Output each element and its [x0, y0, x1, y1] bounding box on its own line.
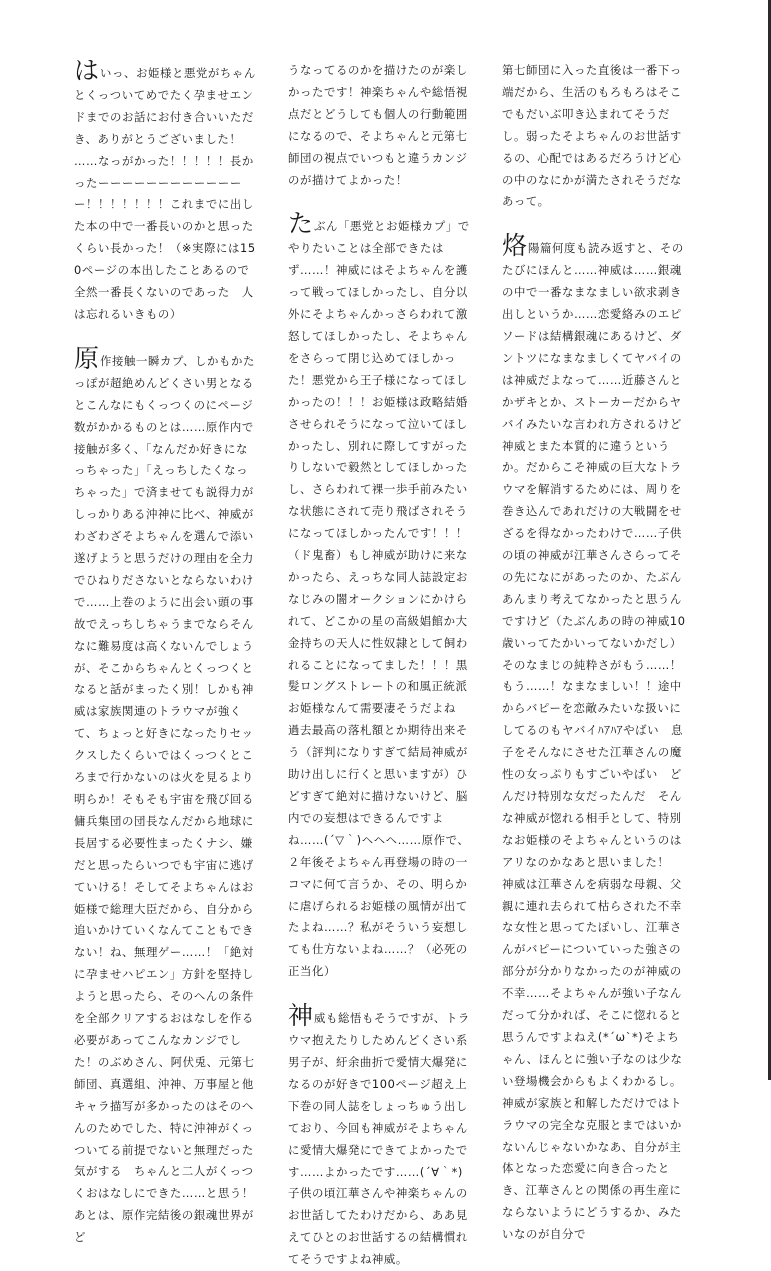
body-text: あとは、原作完結後の銀魂世界がど — [74, 1208, 254, 1245]
text-section — [502, 231, 686, 1246]
text-column-3 — [502, 60, 686, 1242]
section-gap — [502, 213, 686, 235]
section-gap — [288, 983, 472, 1005]
text-section — [288, 60, 472, 191]
text-section — [288, 1001, 472, 1271]
drop-cap: 烙 — [502, 231, 528, 261]
section-gap — [288, 191, 472, 213]
body-text: 威も総悟もそうですが、トラウマ抱えたりしためんどくさい系男子が、紆余曲折で愛情大爆発になるのが好きで100ページ超え上下巻の同人誌をしょっちゅう出しており、今回も神威がそよちゃんに愛情大爆発にできてよかったです……よかったです……(´∀｀*)子供の頃江華さんや神楽ちゃんのお世話してたわけだから、ああ見えてひとのお世話するの結構慣れてそうですよね神威。 — [288, 1011, 470, 1267]
body-text: うなってるのかを描けたのが楽しかったです！神楽ちゃんや総悟視点だとどうしても個人の行動範囲になるので、そよちゃんと元第七師団の視点でいつもと違うカンジのが描けてよかった！ — [288, 63, 468, 187]
body-text: 神威は江華さんを病弱な母親、父親に連れ去られて枯らされた不幸な女性と思ってたぽいし、江華さんがバピーについていった強さの部分が分かりなかったのが神威の不幸……そよちゃんが強い子なんだって分かれば、そこに惚れると思うんですよねえ(*´ω`*)そよちゃん、ほんとに強い子なのは少ない登場機会からもよくわかるし。 — [502, 876, 683, 1088]
text-column-1 — [74, 56, 258, 1245]
text-section — [74, 343, 258, 1249]
text-column-2 — [288, 60, 472, 1267]
body-text: 神威が家族と和解しただけではトラウマの完全な克服とまではいかないんじゃないかなあ、自分が主体となった恋愛に向き合ったとき、江華さんとの関係の再生産にならないようにどうするか、みたいなのが自分で — [502, 1095, 682, 1242]
drop-cap: た — [288, 209, 314, 239]
drop-cap: 原 — [74, 343, 100, 373]
body-text: いっ、お姫様と悪党がちゃんとくっついてめでたく孕ませエンドまでのお話にお付き合いいただき、ありがとうございました！ — [74, 66, 256, 146]
drop-cap: 神 — [288, 1001, 314, 1031]
text-section — [288, 209, 472, 983]
text-section — [74, 56, 258, 326]
body-text: ぶん「悪党とお姫様カプ」でやりたいことは全部できたはず……！神威にはそよちゃんを護って戦ってほしかったし、自分以外にそよちゃんかっさらわれて激怒してほしかったし、そよちゃんをさらって閉じ込めてほしかった！悪党から王子様になってほしかったの！！！お姫様は政略結婚させられそうになって泣いてほしかったし、別れに際してすがったりしないで毅然としてほしかったし、さらわれて裸一歩手前みたいな状態にされて売り飛ばされそうになってほしかったんです！！！（ド鬼畜）もし神威が助けに来なかったら、えっちな同人誌設定おなじみの闇オークションにかけられて、どこかの星の高級娼館か大金持ちの天人に性奴隷として飼われることになってました！！！黒髪ロングストレートの和風正統派お姫様なんて需要凄そうだよね 過去最高の落札額とか期待出来そう（評判になりすぎて結局神威が助け出しに行くと思いますが）ひどすぎて絶対に描けないけど、脳内での妄想はできるんですよね……(´▽｀)ヘヘヘ……原作で、２年後そよちゃん再登場の時の一コマに何て言うか、その、明らかに虐げられるお姫様の風情が出てたよね……？私がそういう妄想しても仕方ないよね……？（必死の正当化） — [288, 219, 470, 979]
body-text: 第七師団に入った直後は一番下っ端だから、生活のもろもろはそこでもだいぶ叩き込まれてそうだし。弱ったそよちゃんのお世話するの、心配ではあるだろうけど心の中のなにかが満たされそうだなあって。 — [502, 63, 682, 209]
drop-cap: は — [74, 56, 100, 85]
body-text: 作接触一瞬カプ、しかもかたっぽが超絶めんどくさい男となるとこんなにもくっつくのにページ数がかかるものとは……原作内で接触が多く、「なんだか好きになっちゃった」「えっちしたくなっちゃった」で済ませても説得力がしっかりある沖神に比べ、神威がわざわざそよちゃんを選んで添い遂げようと思うだけの理由を全力でひねりださないとならないわけで……上巻のように出会い頭の事故でえっちしちゃうまでならそんなに難易度は高くないんでしょうが、そこからちゃんとくっつくとなると話がまったく別！しかも神威は家族関連のトラウマが強くて、ちょっと好きになったりセックスしたくらいではくっつくところまで行かないのは火を見るより明らか！そもそも宇宙を飛び回る傭兵集団の団長なんだから地球に長居する必要性まったくナシ、嫌だと思ったらいつでも宇宙に逃げていける！そしてそよちゃんはお姫様で総理大臣だから、自分から追いかけていくなんてこともできない！ね、無理ゲー……！「絶対に孕ませハピエン」方針を堅持しようと思ったら、そのへんの条件を全部クリアするおはなしを作る必要があってこんなカンジでした！のぶめさん、阿伏兎、元第七師団、真選組、沖神、万事屋と他キャラ描写が多かったのはそのへんのためでした、特に沖神がくっついてる前提でないと無理だった気がする ちゃんと二人がくっつくおはなしにできた……と思う！ — [74, 353, 255, 1201]
body-text: ……なっがかった！！！！！長かったーーーーーーーーーーーーー！！！！！！！これまでに出した本の中で一番長いのかと思ったくらい長かった！（※実際には150ページの本出したことあるので全然一番長くないのであった 人は忘れるいきもの） — [74, 153, 256, 321]
text-section — [502, 60, 686, 213]
body-text: 陽篇何度も読み返すと、そのたびにほんと……神威は……銀魂の中で一番なまなましい欲求剥き出しというか……恋愛絡みのエピソードは結構銀魂にあるけど、ダントツになまなましくてヤバイのは神威だよなって……近藤さんとかザキとか、ストーカーだからヤバイみたいな言われ方されるけど神威とまた本質的に違うというか。だからこそ神威の巨大なトラウマを解消するためには、周りを巻き込んであれだけの大戦闘をせざるを得なかったわけで……子供の頃の神威が江華さんさらってその先になにがあったのか、たぶんあんまり考えてなかったと思うんですけど（たぶんあの時の神威10歳いってたかいってないかだし）そのなまじの純粋さがもう……！もう……！なまなましい！！途中からバピーを恋敵みたいな扱いにしてるのもヤバイﾊｱﾊｱやばい 息子をそんなにさせた江華さんの魔性の女っぷりもすごいやばい どんだけ特別な女だったんだ そんな神威が惚れる相手として、特別なお姫様のそよちゃんというのはアリなのかなあと思いました！ — [502, 241, 686, 869]
section-gap — [74, 326, 258, 348]
